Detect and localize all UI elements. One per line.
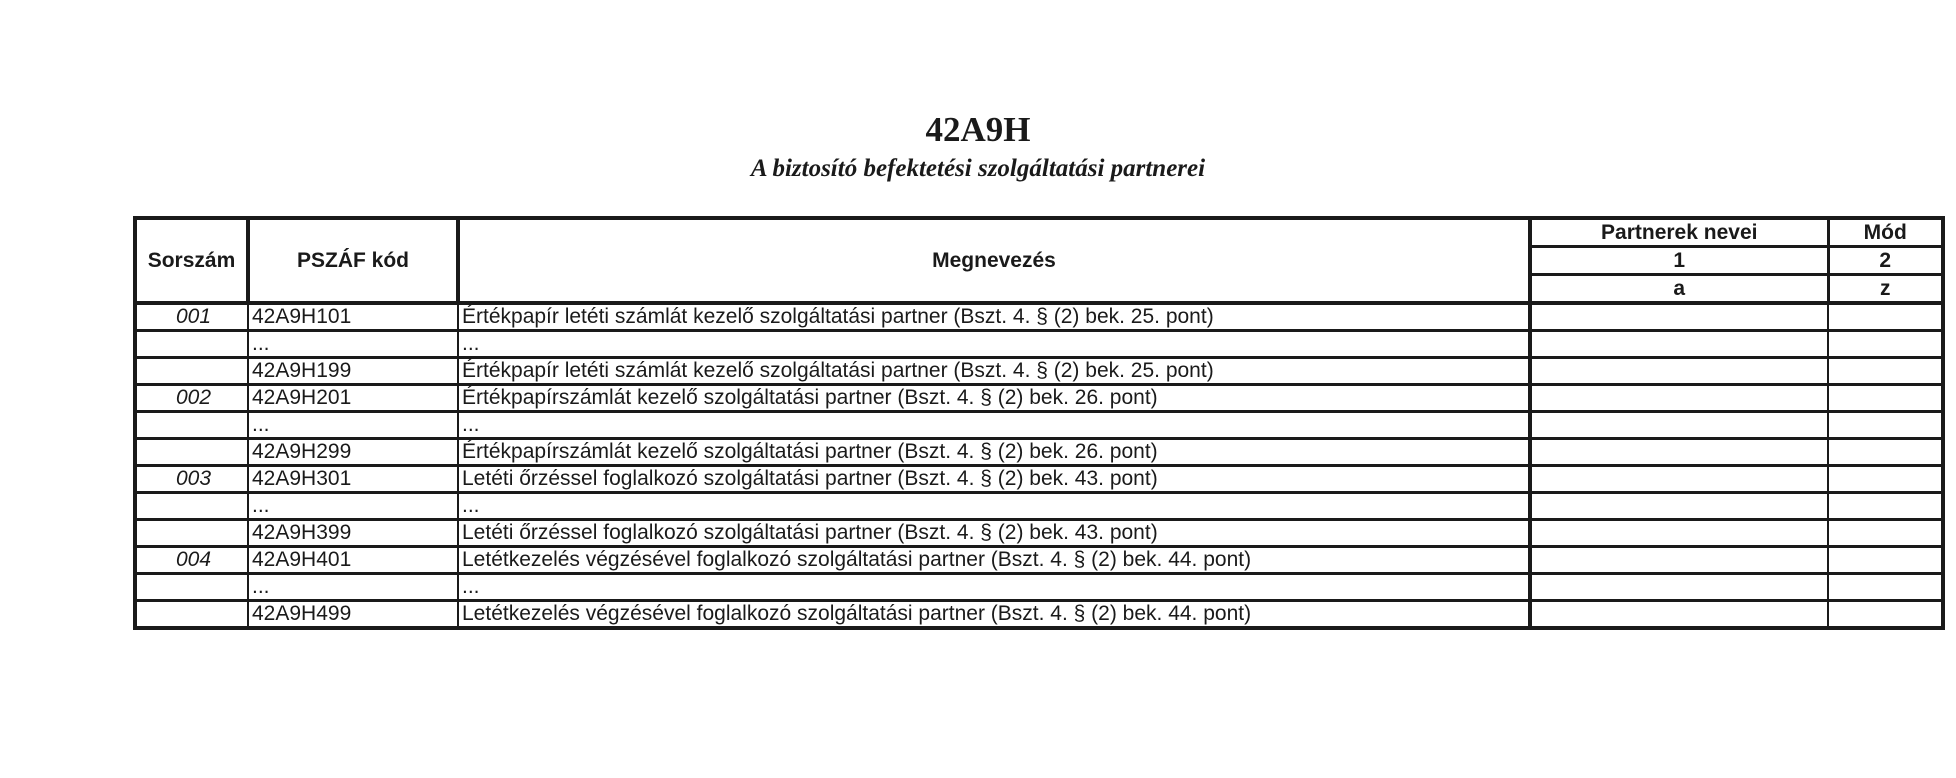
cell-pszaf-kod: ... bbox=[248, 331, 458, 358]
cell-pszaf-kod: 42A9H101 bbox=[248, 303, 458, 331]
cell-partnerek-nevei[interactable] bbox=[1530, 385, 1828, 412]
col-number-partnerek: 1 bbox=[1530, 247, 1828, 275]
cell-sorszam: 002 bbox=[135, 385, 248, 412]
page-title: 42A9H bbox=[925, 110, 1031, 149]
cell-pszaf-kod: 42A9H301 bbox=[248, 466, 458, 493]
cell-mod[interactable] bbox=[1828, 547, 1943, 574]
cell-mod[interactable] bbox=[1828, 412, 1943, 439]
page-subtitle: A biztosító befektetési szolgáltatási partnerei bbox=[750, 155, 1206, 182]
cell-pszaf-kod: ... bbox=[248, 574, 458, 601]
col-header-pszaf-kod: PSZÁF kód bbox=[248, 218, 458, 303]
cell-sorszam bbox=[135, 574, 248, 601]
table-row bbox=[135, 358, 1943, 385]
cell-megnevezes: Letétkezelés végzésével foglalkozó szolgáltatási partner (Bszt. 4. § (2) bek. 44. pont) bbox=[458, 547, 1530, 574]
cell-partnerek-nevei[interactable] bbox=[1530, 547, 1828, 574]
cell-pszaf-kod: 42A9H499 bbox=[248, 601, 458, 629]
cell-megnevezes: ... bbox=[458, 331, 1530, 358]
cell-megnevezes: Letétkezelés végzésével foglalkozó szolgáltatási partner (Bszt. 4. § (2) bek. 44. pont) bbox=[458, 601, 1530, 629]
cell-mod[interactable] bbox=[1828, 493, 1943, 520]
col-header-sorszam: Sorszám bbox=[135, 218, 248, 303]
cell-mod[interactable] bbox=[1828, 439, 1943, 466]
cell-sorszam bbox=[135, 520, 248, 547]
cell-pszaf-kod: 42A9H201 bbox=[248, 385, 458, 412]
cell-partnerek-nevei[interactable] bbox=[1530, 466, 1828, 493]
cell-megnevezes: Értékpapír letéti számlát kezelő szolgáltatási partner (Bszt. 4. § (2) bek. 25. pont) bbox=[458, 358, 1530, 385]
cell-mod[interactable] bbox=[1828, 601, 1943, 629]
cell-mod[interactable] bbox=[1828, 303, 1943, 331]
table-row bbox=[135, 412, 1943, 439]
cell-sorszam bbox=[135, 493, 248, 520]
cell-sorszam bbox=[135, 331, 248, 358]
cell-partnerek-nevei[interactable] bbox=[1530, 358, 1828, 385]
table-row bbox=[135, 385, 1943, 412]
cell-megnevezes: ... bbox=[458, 412, 1530, 439]
col-header-mod: Mód bbox=[1828, 218, 1943, 247]
cell-partnerek-nevei[interactable] bbox=[1530, 412, 1828, 439]
cell-partnerek-nevei[interactable] bbox=[1530, 520, 1828, 547]
cell-megnevezes: ... bbox=[458, 574, 1530, 601]
table-row bbox=[135, 547, 1943, 574]
cell-megnevezes: Értékpapírszámlát kezelő szolgáltatási partner (Bszt. 4. § (2) bek. 26. pont) bbox=[458, 385, 1530, 412]
cell-mod[interactable] bbox=[1828, 574, 1943, 601]
col-header-megnevezes: Megnevezés bbox=[458, 218, 1530, 303]
cell-sorszam bbox=[135, 358, 248, 385]
cell-pszaf-kod: ... bbox=[248, 493, 458, 520]
table-row bbox=[135, 466, 1943, 493]
table-row bbox=[135, 601, 1943, 629]
cell-megnevezes: Értékpapír letéti számlát kezelő szolgáltatási partner (Bszt. 4. § (2) bek. 25. pont) bbox=[458, 303, 1530, 331]
table-body bbox=[135, 303, 1943, 628]
cell-sorszam: 001 bbox=[135, 303, 248, 331]
cell-megnevezes: Letéti őrzéssel foglalkozó szolgáltatási partner (Bszt. 4. § (2) bek. 43. pont) bbox=[458, 466, 1530, 493]
cell-partnerek-nevei[interactable] bbox=[1530, 601, 1828, 629]
col-type-partnerek: a bbox=[1530, 275, 1828, 304]
table-row bbox=[135, 439, 1943, 466]
table-header bbox=[135, 218, 1943, 303]
cell-sorszam bbox=[135, 439, 248, 466]
cell-mod[interactable] bbox=[1828, 331, 1943, 358]
cell-mod[interactable] bbox=[1828, 520, 1943, 547]
col-header-partnerek-nevei: Partnerek nevei bbox=[1530, 218, 1828, 247]
cell-partnerek-nevei[interactable] bbox=[1530, 303, 1828, 331]
cell-sorszam bbox=[135, 412, 248, 439]
cell-pszaf-kod: 42A9H401 bbox=[248, 547, 458, 574]
table-row bbox=[135, 303, 1943, 331]
cell-mod[interactable] bbox=[1828, 358, 1943, 385]
cell-partnerek-nevei[interactable] bbox=[1530, 331, 1828, 358]
table-row bbox=[135, 331, 1943, 358]
cell-mod[interactable] bbox=[1828, 385, 1943, 412]
col-number-mod: 2 bbox=[1828, 247, 1943, 275]
cell-partnerek-nevei[interactable] bbox=[1530, 574, 1828, 601]
cell-megnevezes: Értékpapírszámlát kezelő szolgáltatási partner (Bszt. 4. § (2) bek. 26. pont) bbox=[458, 439, 1530, 466]
cell-mod[interactable] bbox=[1828, 466, 1943, 493]
cell-partnerek-nevei[interactable] bbox=[1530, 493, 1828, 520]
cell-sorszam bbox=[135, 601, 248, 629]
cell-pszaf-kod: ... bbox=[248, 412, 458, 439]
table-row bbox=[135, 574, 1943, 601]
cell-partnerek-nevei[interactable] bbox=[1530, 439, 1828, 466]
partners-table bbox=[133, 216, 1945, 630]
cell-sorszam: 003 bbox=[135, 466, 248, 493]
table-row bbox=[135, 493, 1943, 520]
cell-sorszam: 004 bbox=[135, 547, 248, 574]
table-row bbox=[135, 520, 1943, 547]
col-type-mod: z bbox=[1828, 275, 1943, 304]
cell-megnevezes: ... bbox=[458, 493, 1530, 520]
cell-pszaf-kod: 42A9H299 bbox=[248, 439, 458, 466]
cell-pszaf-kod: 42A9H399 bbox=[248, 520, 458, 547]
cell-pszaf-kod: 42A9H199 bbox=[248, 358, 458, 385]
cell-megnevezes: Letéti őrzéssel foglalkozó szolgáltatási partner (Bszt. 4. § (2) bek. 43. pont) bbox=[458, 520, 1530, 547]
